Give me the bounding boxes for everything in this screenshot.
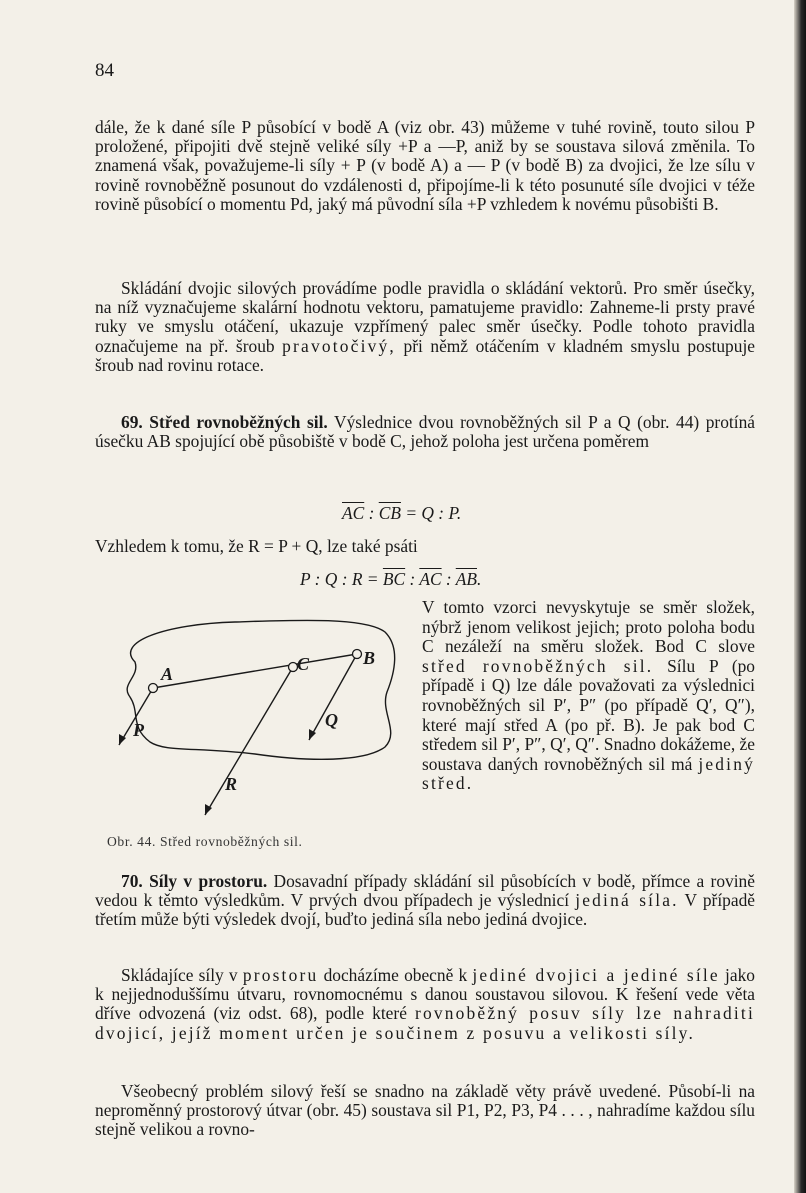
spaced-term: rovnoběžný posuv síly lze nahraditi dvojicí, jejíž moment určen je součinem z posuvu a velikosti síly.	[95, 1003, 755, 1043]
formula-rest: = Q : P.	[400, 503, 462, 523]
section-70-text-end: V případě třetím může býti výsledek dvojí, buďto jediná síla nebo jediná dvojice.	[95, 890, 755, 930]
label-p: P	[133, 720, 144, 740]
paragraph-couples-text: Skládání dvojic silových provádíme podle pravidla o skládání vektorů. Pro směr úsečky, na níž vyznačujeme skalární hodnotu vektoru, pamatujeme pravidlo: Zahneme-li prsty pravé ruky ve smyslu otáčení, ukazuje vzpřímený palec směr úsečky. Podle tohoto pravidla označujeme na př. šroub	[95, 278, 755, 356]
segment-ac: $\overline{AC}$	[419, 569, 442, 589]
point-a	[149, 684, 158, 693]
section-69-text: Výslednice dvou rovnoběžných sil P a Q (obr. 44) protíná úsečku AB spojující obě působiště v bodě C, jehož poloha jest určena poměrem	[95, 412, 755, 452]
force-r-line	[205, 667, 293, 815]
paragraph-general-problem	[95, 1082, 755, 1140]
segment-cb: $\overline{CB}$	[378, 503, 401, 523]
spaced-term: pravotočivý,	[282, 335, 396, 356]
label-a: A	[161, 664, 174, 684]
paragraph-intro	[95, 118, 755, 214]
page-edge-shadow	[794, 0, 806, 1193]
figure-parallel-forces	[95, 602, 405, 817]
label-c: C	[297, 654, 310, 674]
paragraph-text: docházíme obecně k	[318, 965, 473, 985]
page-number: 84	[95, 60, 114, 81]
paragraph-text: jako k nejjednoduššímu útvaru, rovnomocnému s danou soustavou silovou. K řešení vede věta dříve odvozená (viz odst. 68), podle které	[95, 965, 755, 1024]
section-title: Síly v prostoru.	[149, 871, 268, 891]
section-70	[95, 872, 755, 930]
formula-end: .	[477, 569, 482, 589]
paragraph-vzhledem-text: Vzhledem k tomu, že R = P + Q, lze také psáti	[95, 536, 418, 556]
paragraph-couples-text-end: při němž otáčením v kladném smyslu postupuje šroub nad rovinu rotace.	[95, 335, 756, 375]
side-column-text	[422, 598, 755, 794]
section-70-text: Dosavadní případy skládání sil působících v bodě, přímce a rovině vedou k těmto výsledkům. V prvých dvou případech je výslednicí	[95, 871, 755, 911]
section-number: 70.	[121, 871, 143, 891]
spaced-term: jediné dvojici a jediné síle	[472, 965, 720, 985]
spaced-term: střed rovnoběžných sil.	[422, 655, 654, 676]
formula-lead: P : Q : R =	[300, 569, 383, 589]
formula-sep: :	[441, 569, 456, 589]
rigid-body-outline	[127, 620, 395, 759]
formula-sep: :	[405, 569, 420, 589]
paragraph-vzhledem	[95, 537, 755, 556]
paragraph-couples	[95, 279, 755, 375]
segment-ab-line	[153, 654, 357, 688]
label-r: R	[225, 774, 238, 794]
side-text-a: V tomto vzorci nevyskytuje se směr složek, nýbrž jenom velikost jejich; proto poloha bodu C nezáleží na směru složek. Bod C slove	[422, 597, 755, 657]
point-b	[353, 650, 362, 659]
segment-bc: $\overline{BC}$	[382, 569, 406, 589]
spaced-term: jediný střed.	[422, 753, 755, 794]
spaced-term: prostoru	[242, 965, 319, 985]
paragraph-space-forces	[95, 966, 755, 1043]
section-title: Střed rovnoběžných sil.	[149, 412, 328, 432]
label-b: B	[363, 648, 376, 668]
side-text-b: Sílu P (po případě i Q) lze dále považovati za výslednici rovnoběžných sil P′, P″ (po případě Q′, Q″), které mají střed A (po př. B). Je pak bod C středem sil P′, P″, Q′, Q″. Snadno dokážeme, že soustava daných rovnoběžných sil má	[422, 655, 755, 774]
paragraph-general-text: Všeobecný problém silový řeší se snadno na základě věty právě uvedené. Působí-li na neproměnný prostorový útvar (obr. 45) soustava sil P1, P2, P3, P4 . . . , nahradíme každou sílu stejně velikou a rovno-	[95, 1081, 755, 1140]
segment-ab: $\overline{AB}$	[455, 569, 477, 589]
figure-caption: Obr. 44. Střed rovnoběžných sil.	[107, 834, 303, 849]
spaced-term: jediná síla.	[575, 890, 679, 911]
paragraph-text: Skládajíce síly v	[121, 965, 243, 985]
formula-ratio	[342, 503, 461, 524]
section-69	[95, 413, 755, 451]
segment-ac: $\overline{AC}$	[342, 503, 365, 523]
section-number: 69.	[121, 412, 143, 432]
label-q: Q	[325, 710, 338, 730]
formula-proportion	[300, 569, 481, 590]
figure-drawing	[95, 602, 405, 817]
paragraph-intro-text: dále, že k dané síle P působící v bodě A (viz obr. 43) můžeme v tuhé rovině, touto silou P proložené, připojiti dvě stejně veliké síly +P a —P, aniž by se soustava silová změnila. To znamená však, považujeme-li síly + P (v bodě A) a — P (v bodě B) za dvojici, že lze sílu v rovině rovnoběžně posunout do vzdálenosti d, připojíme-li k této posunuté síle dvojici v téže rovině působící o momentu Pd, jaký má původní síla +P vzhledem k novému působišti B.	[95, 117, 755, 214]
formula-sep: :	[364, 503, 379, 523]
